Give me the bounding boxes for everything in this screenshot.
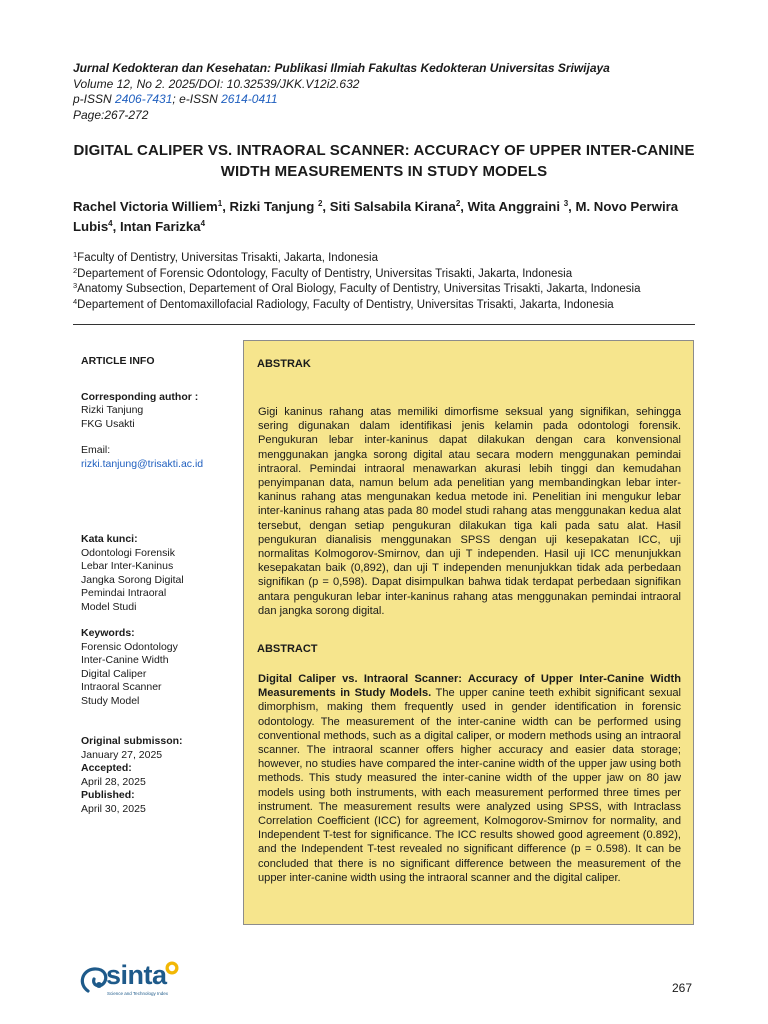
affiliation-item [73, 267, 713, 283]
sinta-logo-caption: Science and Technology Index [107, 991, 168, 996]
affiliation-item [73, 298, 713, 314]
affiliation-sup: 2 [73, 265, 78, 275]
article-info-heading: ARTICLE INFO [81, 355, 155, 367]
affiliation-text: Departement of Dentomaxillofacial Radiology, Faculty of Dentistry, Universitas Trisakti, Jakarta, Indonesia [77, 298, 614, 311]
pissn-label: p-ISSN [73, 92, 116, 106]
keyword-item: Intraoral Scanner [81, 681, 162, 693]
abstrak-text: Gigi kaninus rahang atas memiliki dimorfisme seksual yang signifikan, sehingga sering digunakan dalam identifikasi jenis kelamin pada odontologi forensik. Pengukuran lebar inter-kaninus dapat dilakukan dengan cara konvensional menggunakan jangka sorong digital atau secara modern menggunakan pemindai intraoral. Pemindai intraoral menawarkan akurasi lebih tinggi dan kemudahan penyimpanan data, namun belum ada penelitian yang membandingkan lebar inter-kaninus rahang atas mengunakan kedua metode ini. Penelitian ini mengukur lebar inter-kaninus rahang atas pada 80 model studi rahang atas menggunakan kedua alat tersebut, dengan setiap pengukuran dilakukan tiga kali pada satu alat. Hasil pengukuran dianalisis menggunakan SPSS dengan uji kesepakatan ICC, uji normalitas Kolmogorov-Smirnov, dan uji T independen. Hasil uji ICC menunjukkan kesepakatan baik (0,892), dan uji T independen menunjukkan tidak ada perbedaan signifikan (p = 0,598). Dapat disimpulkan bahwa tidak terdapat perbedaan signifikan antara pengukuran lebar inter-kaninus rahang atas menggunakan pemindai intraoral dan jangka sorong digital. [258, 406, 681, 617]
journal-name: Jurnal Kedokteran dan Kesehatan: Publikasi Ilmiah Fakultas Kedokteran Universitas Sriwijaya [73, 61, 610, 75]
author-sep: , [322, 199, 330, 214]
affiliation-item [73, 282, 713, 298]
affiliation-text: Anatomy Subsection, Departement of Oral Biology, Faculty of Dentistry, Universitas Trisakti, Jakarta, Indonesia [77, 283, 641, 295]
author-name: Rachel Victoria Williem [73, 199, 218, 214]
published-date: April 30, 2025 [81, 802, 146, 815]
kata-kunci-label: Kata kunci: [81, 533, 138, 545]
author-sep: , [222, 199, 230, 214]
submission-date: January 27, 2025 [81, 748, 163, 761]
kata-kunci-item: Odontologi Forensik [81, 546, 175, 559]
abstract-lead: Digital Caliper vs. Intraoral Scanner: Accuracy of Upper Inter-Canine Width Measurements in Study Models. [258, 673, 681, 700]
abstract-heading: ABSTRACT [257, 643, 318, 655]
abstrak-heading: ABSTRAK [257, 358, 311, 370]
article-info-sidebar [81, 355, 231, 816]
accepted-date: April 28, 2025 [81, 775, 146, 788]
header-divider [73, 324, 695, 325]
abstract-text: The upper canine teeth exhibit significant sexual dimorphism, making them frequently used in gender identification in forensic odontology. The measurement of the inter-canine width can be performed using conventional methods, such as a digital caliper, or modern methods using an intraoral scanner. The intraoral scanner offers higher accuracy and easier data storage; however, no studies have compared the inter-canine width of the upper jaw using both methods. This study measured the inter-canine width of the upper jaw on 80 jaw models using both instruments, with each measurement performed three times per instrument. The measurement results were analyzed using SPSS, with Intraclass Correlation Coefficient (ICC) for agreement, Kolmogorov-Smirnov for normality, and Independent T-test for significance. The ICC results showed good agreement (0.892), and the Independent T-test revealed no significant difference (p = 0.598). It can be concluded that there is no significant difference between the measurement of the upper inter-canine width using the intraoral scanner and the digital caliper. [258, 687, 681, 884]
issn-line [73, 92, 713, 108]
corresponding-label: Corresponding author : [81, 390, 199, 403]
title-line-2: WIDTH MEASUREMENTS IN STUDY MODELS [220, 163, 548, 180]
keyword-item: Inter-Canine Width [81, 654, 169, 666]
abstract-box [243, 340, 694, 925]
accepted-label: Accepted: [81, 762, 132, 774]
author-name: Intan Farizka [119, 219, 201, 234]
affiliation-sup: 3 [73, 281, 78, 290]
author-sup: 4 [200, 219, 206, 228]
kata-kunci-item: Jangka Sorong Digital [81, 573, 184, 586]
keywords-label: Keywords: [81, 627, 135, 639]
submission-label: Original submisson: [81, 735, 183, 747]
eissn-link[interactable]: 2614-0411 [221, 92, 278, 106]
author-sup: 2 [455, 199, 461, 208]
keyword-item: Study Model [81, 694, 140, 707]
sinta-logo [78, 958, 188, 1004]
affiliation-sup: 4 [73, 296, 78, 306]
page-number: 267 [672, 981, 693, 995]
author-name: Rizki Tanjung [229, 199, 318, 214]
journal-header [73, 61, 713, 123]
published-label: Published: [81, 789, 135, 801]
journal-pages: Page:267-272 [73, 107, 149, 122]
author-sup: 3 [563, 199, 569, 208]
affiliation-text: Departement of Forensic Odontology, Faculty of Dentistry, Universitas Trisakti, Jakarta, Indonesia [77, 267, 573, 280]
pissn-link[interactable]: 2406-7431 [115, 92, 173, 106]
paper-title [60, 140, 708, 182]
author-sep: , [112, 219, 120, 234]
author-list [73, 197, 713, 237]
author-sep: , [568, 199, 576, 214]
affiliation-list [73, 251, 713, 313]
keyword-item: Digital Caliper [81, 667, 147, 680]
author-sup: 2 [317, 199, 323, 208]
author-name: Wita Anggraini [467, 199, 564, 214]
author-sup: 1 [217, 199, 223, 208]
abstract-paragraph [258, 672, 681, 885]
email-label: Email: [81, 444, 111, 456]
journal-volume: Volume 12, No 2. 2025/DOI: 10.32539/JKK.V12i2.632 [73, 76, 360, 91]
kata-kunci-item: Pemindai Intraoral [81, 587, 167, 599]
affiliation-item [73, 251, 713, 267]
email-link[interactable]: rizki.tanjung@trisakti.ac.id [81, 457, 204, 470]
affiliation-text: Faculty of Dentistry, Universitas Trisakti, Jakarta, Indonesia [77, 252, 378, 264]
author-name: M. Novo Perwira Lubis [73, 199, 679, 234]
keyword-item: Forensic Odontology [81, 640, 178, 653]
author-name: Siti Salsabila Kirana [329, 199, 456, 214]
affiliation-sup: 1 [73, 250, 78, 259]
corresponding-institution: FKG Usakti [81, 417, 135, 430]
kata-kunci-item: Model Studi [81, 600, 137, 613]
author-sup: 4 [108, 219, 113, 228]
corresponding-name: Rizki Tanjung [81, 404, 144, 416]
kata-kunci-item: Lebar Inter-Kaninus [81, 560, 174, 572]
title-line-1: DIGITAL CALIPER VS. INTRAORAL SCANNER: ACCURACY OF UPPER INTER-CANINE [73, 142, 695, 159]
eissn-label: ; e-ISSN [172, 92, 222, 106]
author-sep: , [460, 199, 468, 214]
sinta-logo-word: sinta [106, 960, 167, 990]
